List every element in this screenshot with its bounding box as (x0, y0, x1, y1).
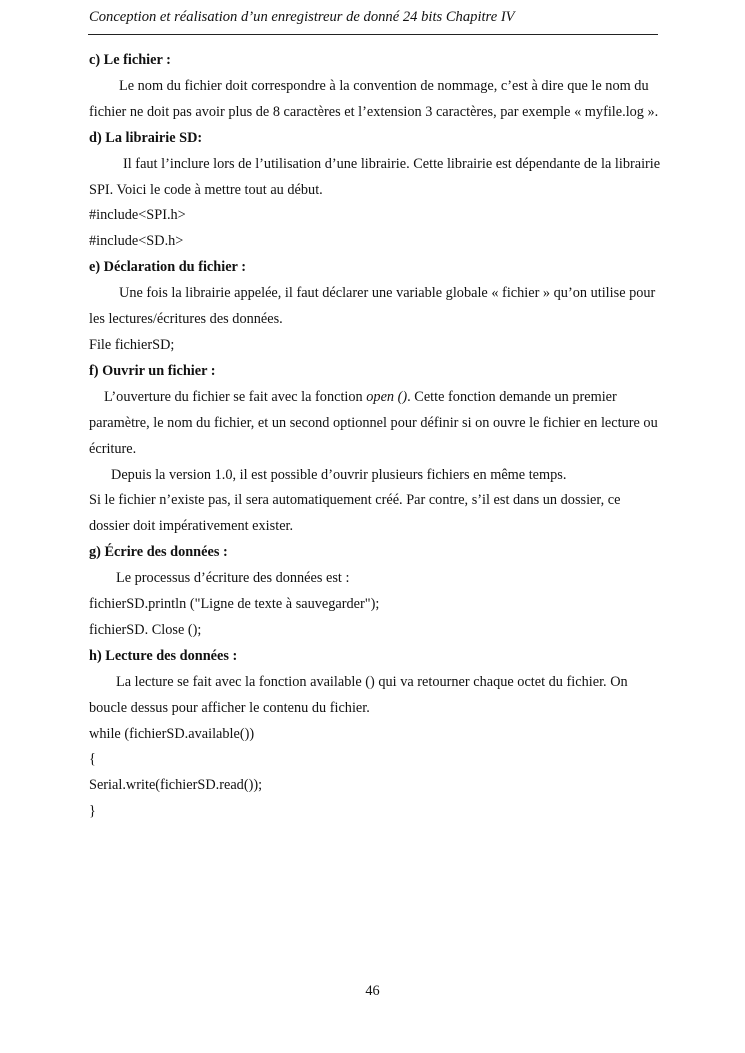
paragraph-f-version: Depuis la version 1.0, il est possible d’ouvrir plusieurs fichiers en même temps. (111, 466, 567, 483)
code-line-println: fichierSD.println ("Ligne de texte à sauvegarder"); (89, 596, 380, 613)
paragraph-c: Le nom du fichier doit correspondre à la convention de nommage, c’est à dire que le nom du fichier ne doit pas avoir plus de 8 caractères et l’extension 3 caractères, par exemple « myfile.log ». (89, 77, 659, 120)
heading-h-lecture: h) Lecture des données : (89, 647, 238, 664)
paragraph-e: Une fois la librairie appelée, il faut déclarer une variable globale « fichier » qu’on utilise pour les lectures/écritures des données. (89, 285, 656, 328)
paragraph-f-existence: Si le fichier n’existe pas, il sera automatiquement créé. Par contre, s’il est dans un dossier, ce dossier doit impérativement exister. (89, 492, 621, 535)
paragraph-f (89, 385, 661, 463)
code-line-file-declaration: File fichierSD; (89, 336, 175, 353)
heading-c-fichier: c) Le fichier : (89, 52, 171, 68)
heading-f-ouvrir: f) Ouvrir un fichier : (89, 362, 216, 379)
code-line-include-spi: #include<SPI.h> (89, 207, 186, 224)
paragraph-f-start: L’ouverture du fichier se fait avec la fonction (104, 388, 367, 405)
page-number: 46 (365, 983, 380, 999)
paragraph-g: Le processus d’écriture des données est : (116, 570, 350, 587)
header-rule (88, 34, 658, 35)
heading-d-librairie: d) La librairie SD: (89, 129, 203, 146)
code-line-include-sd: #include<SD.h> (89, 233, 184, 250)
paragraph-d: Il faut l’inclure lors de l’utilisation d’une librairie. Cette librairie est dépendante de la librairie SPI. Voici le code à mettre tout au début. (89, 155, 661, 198)
paragraph-h: La lecture se fait avec la fonction available () qui va retourner chaque octet du fichier. On boucle dessus pour afficher le contenu du fichier. (89, 673, 628, 716)
running-header: Conception et réalisation d’un enregistreur de donné 24 bits Chapitre IV (89, 9, 515, 25)
function-name-open: open () (366, 388, 408, 405)
heading-g-ecrire: g) Écrire des données : (89, 544, 228, 561)
code-line-while: while (fichierSD.available()) (89, 725, 255, 742)
page-content (89, 48, 661, 825)
code-line-close-brace: } (89, 803, 96, 820)
paragraph-f-end: . Cette fonction demande un premier paramètre, le nom du fichier, et un second optionnel pour définir si on ouvre le fichier en lecture ou écriture. (89, 388, 658, 457)
heading-e-declaration: e) Déclaration du fichier : (89, 259, 246, 276)
code-line-serial-write: Serial.write(fichierSD.read()); (89, 777, 263, 794)
code-line-close: fichierSD. Close (); (89, 621, 202, 638)
code-line-open-brace: { (89, 751, 96, 768)
